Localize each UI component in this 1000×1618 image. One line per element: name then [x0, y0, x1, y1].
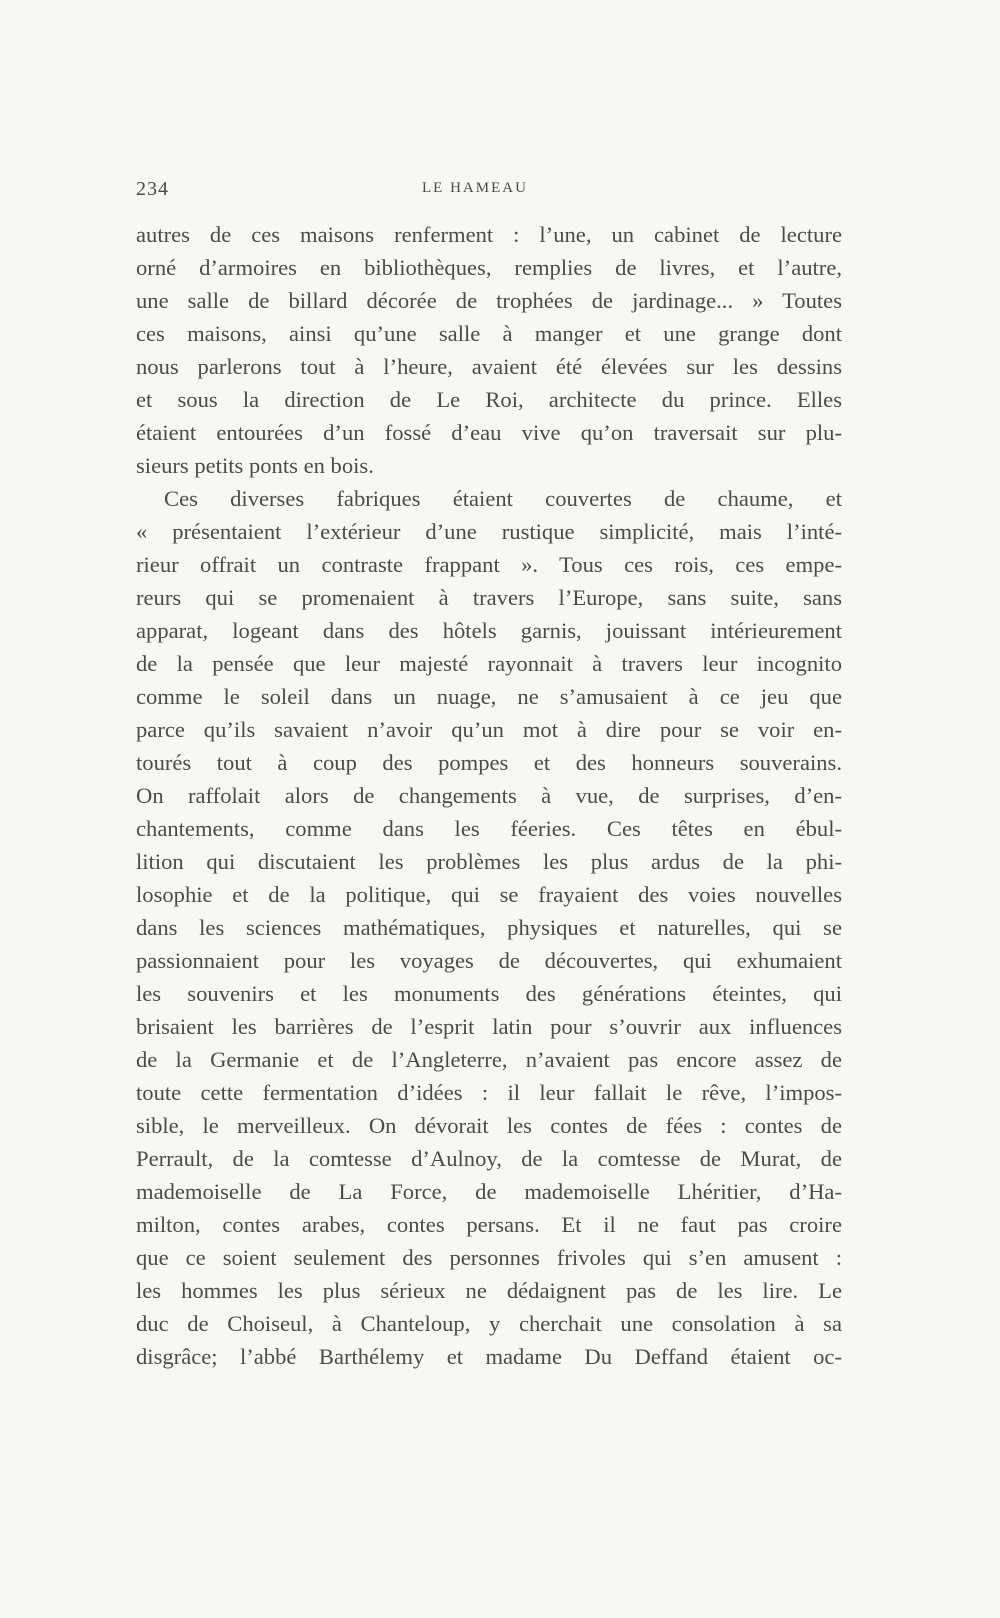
- text-line: duc de Choiseul, à Chanteloup, y cherchait une consolation à sa: [136, 1311, 842, 1336]
- text-line: reurs qui se promenaient à travers l’Europe, sans suite, sans: [136, 585, 842, 610]
- text-line: Ces diverses fabriques étaient couvertes de chaume, et: [164, 486, 842, 511]
- text-line: mademoiselle de La Force, de mademoiselle Lhéritier, d’Ha-: [136, 1179, 842, 1204]
- text-line: ces maisons, ainsi qu’une salle à manger et une grange dont: [136, 321, 842, 346]
- page-number: 234: [136, 178, 169, 200]
- text-line: Perrault, de la comtesse d’Aulnoy, de la comtesse de Murat, de: [136, 1146, 842, 1171]
- text-line: milton, contes arabes, contes persans. Et il ne faut pas croire: [136, 1212, 842, 1237]
- text-line: sieurs petits ponts en bois.: [136, 453, 374, 478]
- text-line: tourés tout à coup des pompes et des honneurs souverains.: [136, 750, 842, 775]
- text-line: chantements, comme dans les féeries. Ces têtes en ébul-: [136, 816, 842, 841]
- text-line: de la pensée que leur majesté rayonnait à travers leur incognito: [136, 651, 842, 676]
- text-line: On raffolait alors de changements à vue, de surprises, d’en-: [136, 783, 842, 808]
- text-line: de la Germanie et de l’Angleterre, n’avaient pas encore assez de: [136, 1047, 842, 1072]
- running-title: LE HAMEAU: [422, 180, 528, 196]
- text-line: dans les sciences mathématiques, physiques et naturelles, qui se: [136, 915, 842, 940]
- text-line: les hommes les plus sérieux ne dédaignent pas de les lire. Le: [136, 1278, 842, 1303]
- text-line: parce qu’ils savaient n’avoir qu’un mot à dire pour se voir en-: [136, 717, 842, 742]
- text-line: autres de ces maisons renferment : l’une, un cabinet de lecture: [136, 222, 842, 247]
- text-line: toute cette fermentation d’idées : il leur fallait le rêve, l’impos-: [136, 1080, 842, 1105]
- text-line: lition qui discutaient les problèmes les plus ardus de la phi-: [136, 849, 842, 874]
- text-line: et sous la direction de Le Roi, architecte du prince. Elles: [136, 387, 842, 412]
- text-line: losophie et de la politique, qui se frayaient des voies nouvelles: [136, 882, 842, 907]
- text-line: apparat, logeant dans des hôtels garnis, jouissant intérieurement: [136, 618, 842, 643]
- text-line: les souvenirs et les monuments des générations éteintes, qui: [136, 981, 842, 1006]
- text-line: rieur offrait un contraste frappant ». Tous ces rois, ces empe-: [136, 552, 842, 577]
- text-line: étaient entourées d’un fossé d’eau vive qu’on traversait sur plu-: [136, 420, 842, 445]
- text-line: orné d’armoires en bibliothèques, remplies de livres, et l’autre,: [136, 255, 842, 280]
- text-line: disgrâce; l’abbé Barthélemy et madame Du Deffand étaient oc-: [136, 1344, 842, 1369]
- text-line: « présentaient l’extérieur d’une rustique simplicité, mais l’inté-: [136, 519, 842, 544]
- text-line: une salle de billard décorée de trophées de jardinage... » Toutes: [136, 288, 842, 313]
- body-text: [136, 218, 842, 1373]
- text-line: nous parlerons tout à l’heure, avaient été élevées sur les dessins: [136, 354, 842, 379]
- text-line: sible, le merveilleux. On dévorait les contes de fées : contes de: [136, 1113, 842, 1138]
- text-line: brisaient les barrières de l’esprit latin pour s’ouvrir aux influences: [136, 1014, 842, 1039]
- text-line: que ce soient seulement des personnes frivoles qui s’en amusent :: [136, 1245, 842, 1270]
- running-head: [136, 178, 841, 204]
- text-line: comme le soleil dans un nuage, ne s’amusaient à ce jeu que: [136, 684, 842, 709]
- text-line: passionnaient pour les voyages de découvertes, qui exhumaient: [136, 948, 842, 973]
